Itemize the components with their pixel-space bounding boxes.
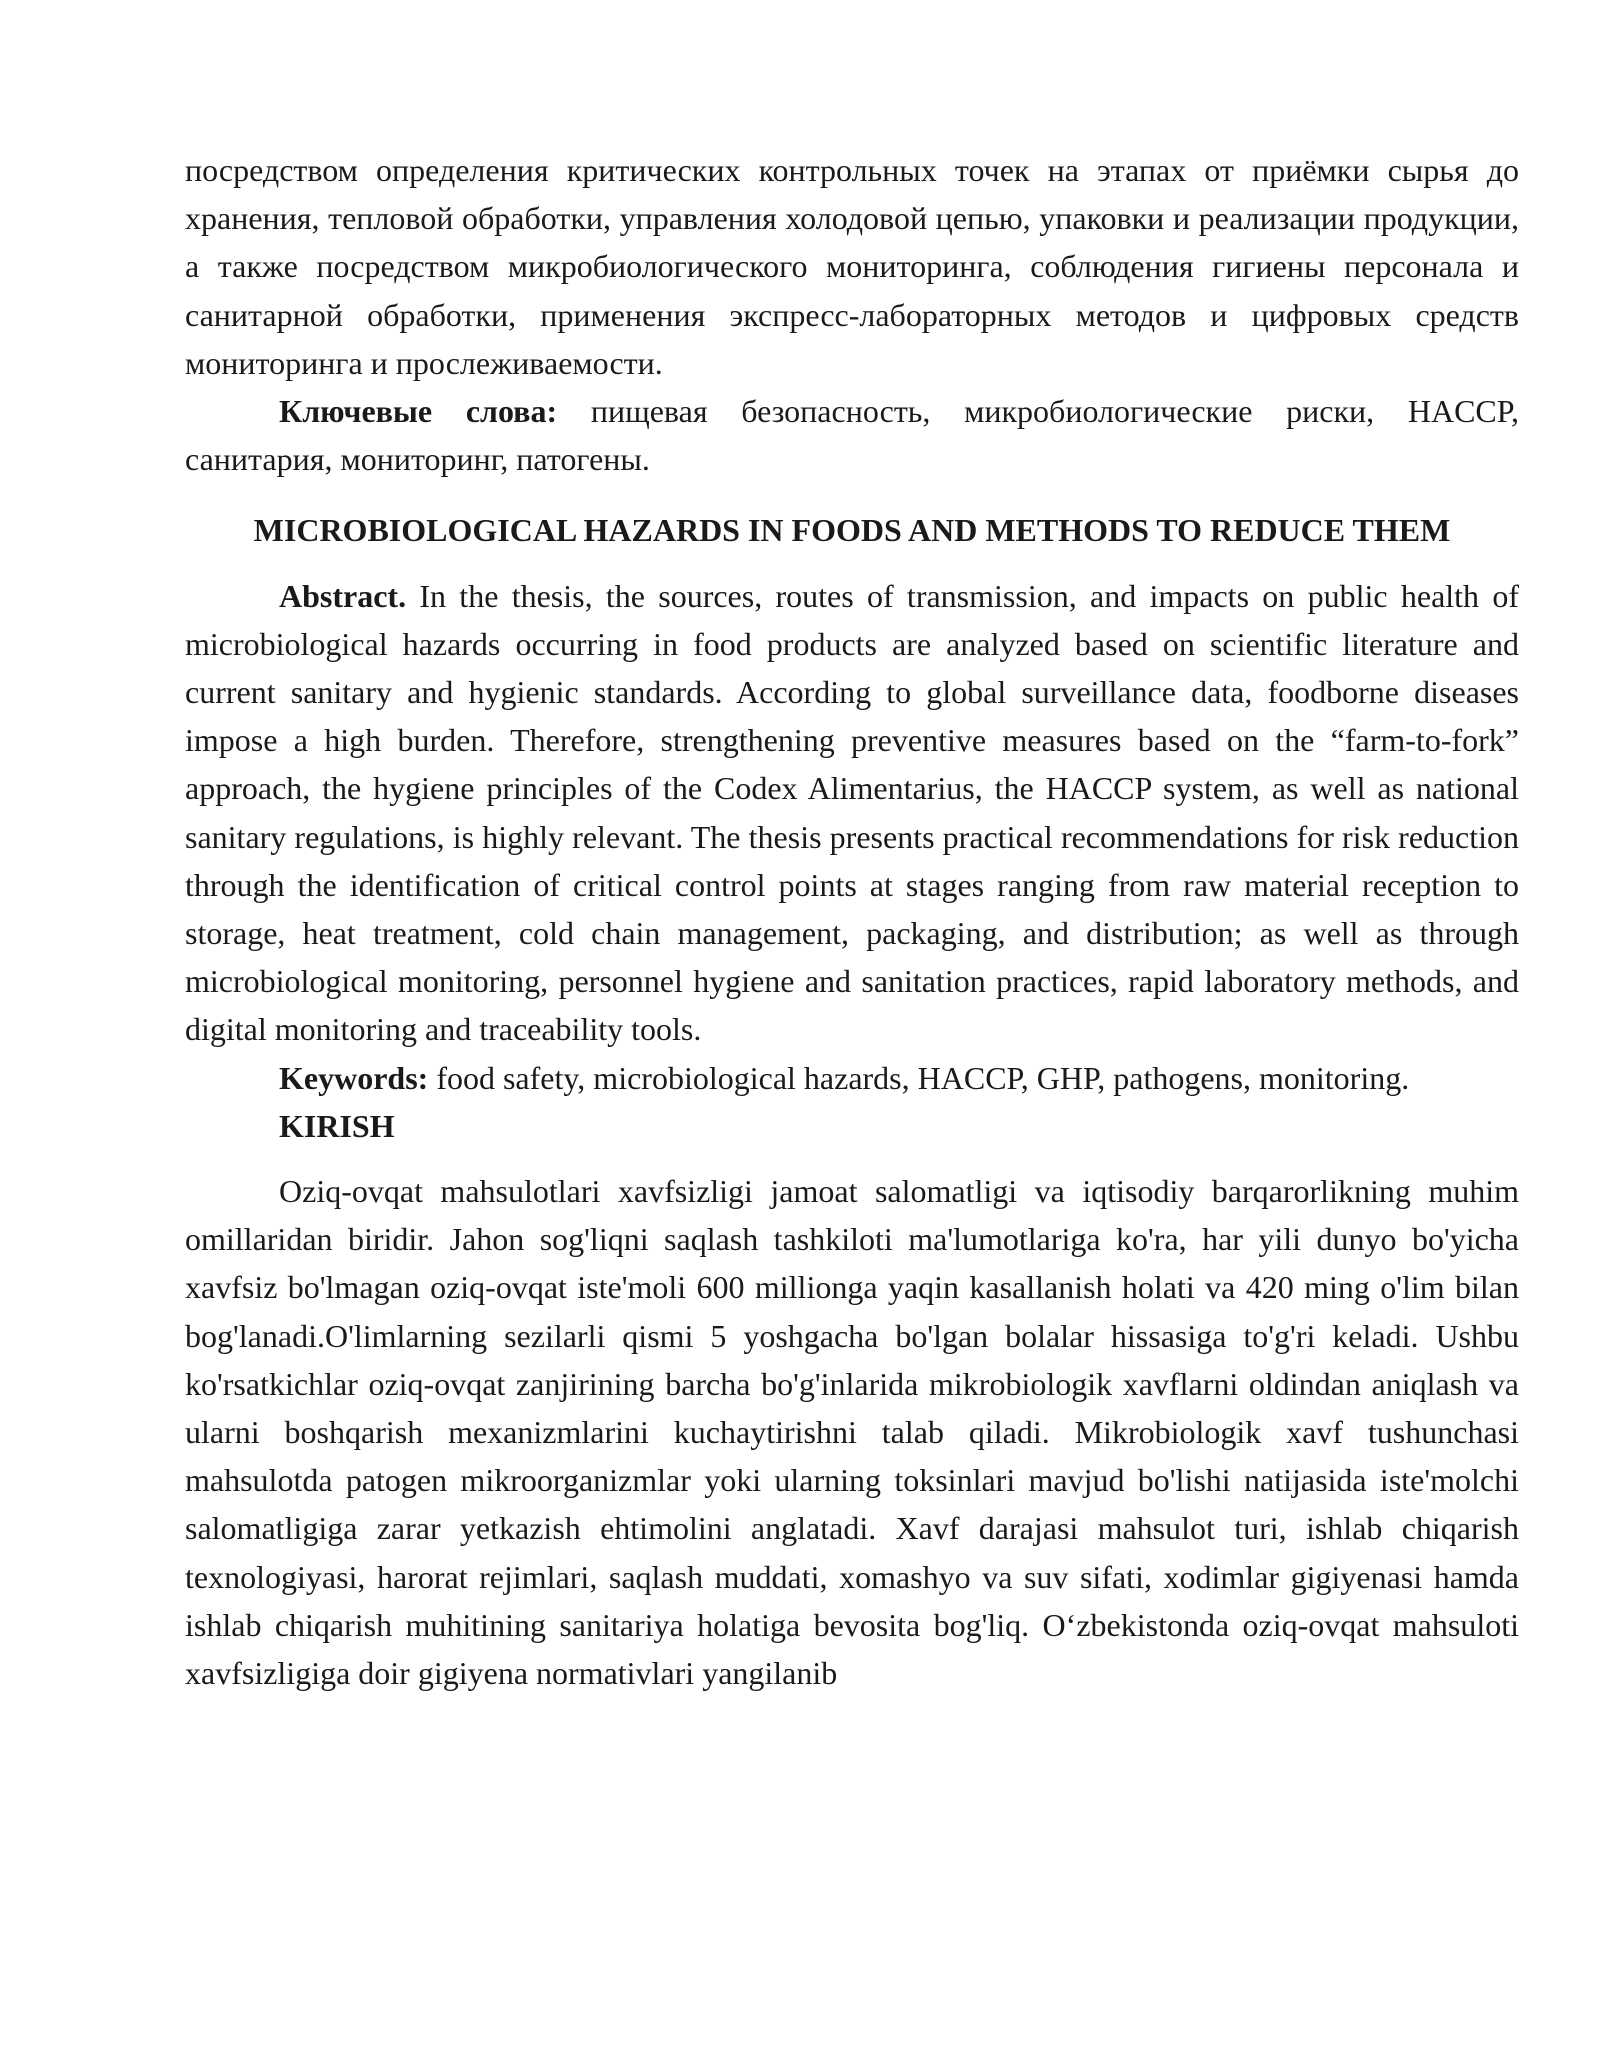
text-column	[185, 146, 1519, 1697]
english-abstract-label: Abstract.	[279, 577, 407, 614]
russian-keywords-label: Ключевые слова:	[279, 393, 558, 430]
english-keywords-paragraph	[185, 1054, 1519, 1102]
intro-heading: KIRISH	[279, 1107, 395, 1144]
english-keywords-text: food safety, microbiological hazards, HACCP, GHP, pathogens, monitoring.	[428, 1059, 1410, 1096]
russian-abstract-tail: посредством определения критических контрольных точек на этапах от приёмки сырья до хранения, тепловой обработки, управления холодовой цепью, упаковки и реализации продукции, а также посредством микробиологического мониторинга, соблюдения гигиены персонала и санитарной обработки, применения экспресс-лабораторных методов и цифровых средств мониторинга и прослеживаемости.	[185, 152, 1519, 381]
english-keywords-label: Keywords:	[279, 1059, 429, 1096]
english-abstract-text: In the thesis, the sources, routes of transmission, and impacts on public health of microbiological hazards occurring in food products are analyzed based on scientific literature and current sanitary and hygienic standards. According to global surveillance data, foodborne diseases impose a high burden. Therefore, strengthening preventive measures based on the “farm-to-fork” approach, the hygiene principles of the Codex Alimentarius, the HACCP system, as well as national sanitary regulations, is highly relevant. The thesis presents practical recommendations for risk reduction through the identification of critical control points at stages ranging from raw material reception to storage, heat treatment, cold chain management, packaging, and distribution; as well as through microbiological monitoring, personnel hygiene and sanitation practices, rapid laboratory methods, and digital monitoring and traceability tools.	[185, 577, 1519, 1048]
english-abstract-paragraph	[185, 572, 1519, 1054]
russian-keywords-text: пищевая безопасность, микробиологические риски, HACCP, санитария, мониторинг, патогены.	[185, 393, 1520, 478]
russian-keywords-paragraph	[185, 387, 1519, 483]
english-title: MICROBIOLOGICAL HAZARDS IN FOODS AND METHODS TO REDUCE THEM	[253, 512, 1451, 549]
intro-paragraph: Oziq-ovqat mahsulotlari xavfsizligi jamoat salomatligi va iqtisodiy barqarorlikning muhim omillaridan biridir. Jahon sog'liqni saqlash tashkiloti ma'lumotlariga ko'ra, har yili dunyo bo'yicha xavfsiz bo'lmagan oziq-ovqat iste'moli 600 millionga yaqin kasallanish holati va 420 ming o'lim bilan bog'lanadi.O'limlarning sezilarli qismi 5 yoshgacha bo'lgan bolalar hissasiga to'g'ri keladi. Ushbu ko'rsatkichlar oziq-ovqat zanjirining barcha bo'g'inlarida mikrobiologik xavflarni oldindan aniqlash va ularni boshqarish mexanizmlarini kuchaytirishni talab qiladi. Mikrobiologik xavf tushunchasi mahsulotda patogen mikroorganizmlar yoki ularning toksinlari mavjud bo'lishi natijasida iste'molchi salomatligiga zarar yetkazish ehtimolini anglatadi. Xavf darajasi mahsulot turi, ishlab chiqarish texnologiyasi, harorat rejimlari, saqlash muddati, xomashyo va suv sifati, xodimlar gigiyenasi hamda ishlab chiqarish muhitining sanitariya holatiga bevosita bog'liq. O‘zbekistonda oziq-ovqat mahsuloti xavfsizligiga doir gigiyena normativlari yangilanib	[185, 1173, 1519, 1692]
